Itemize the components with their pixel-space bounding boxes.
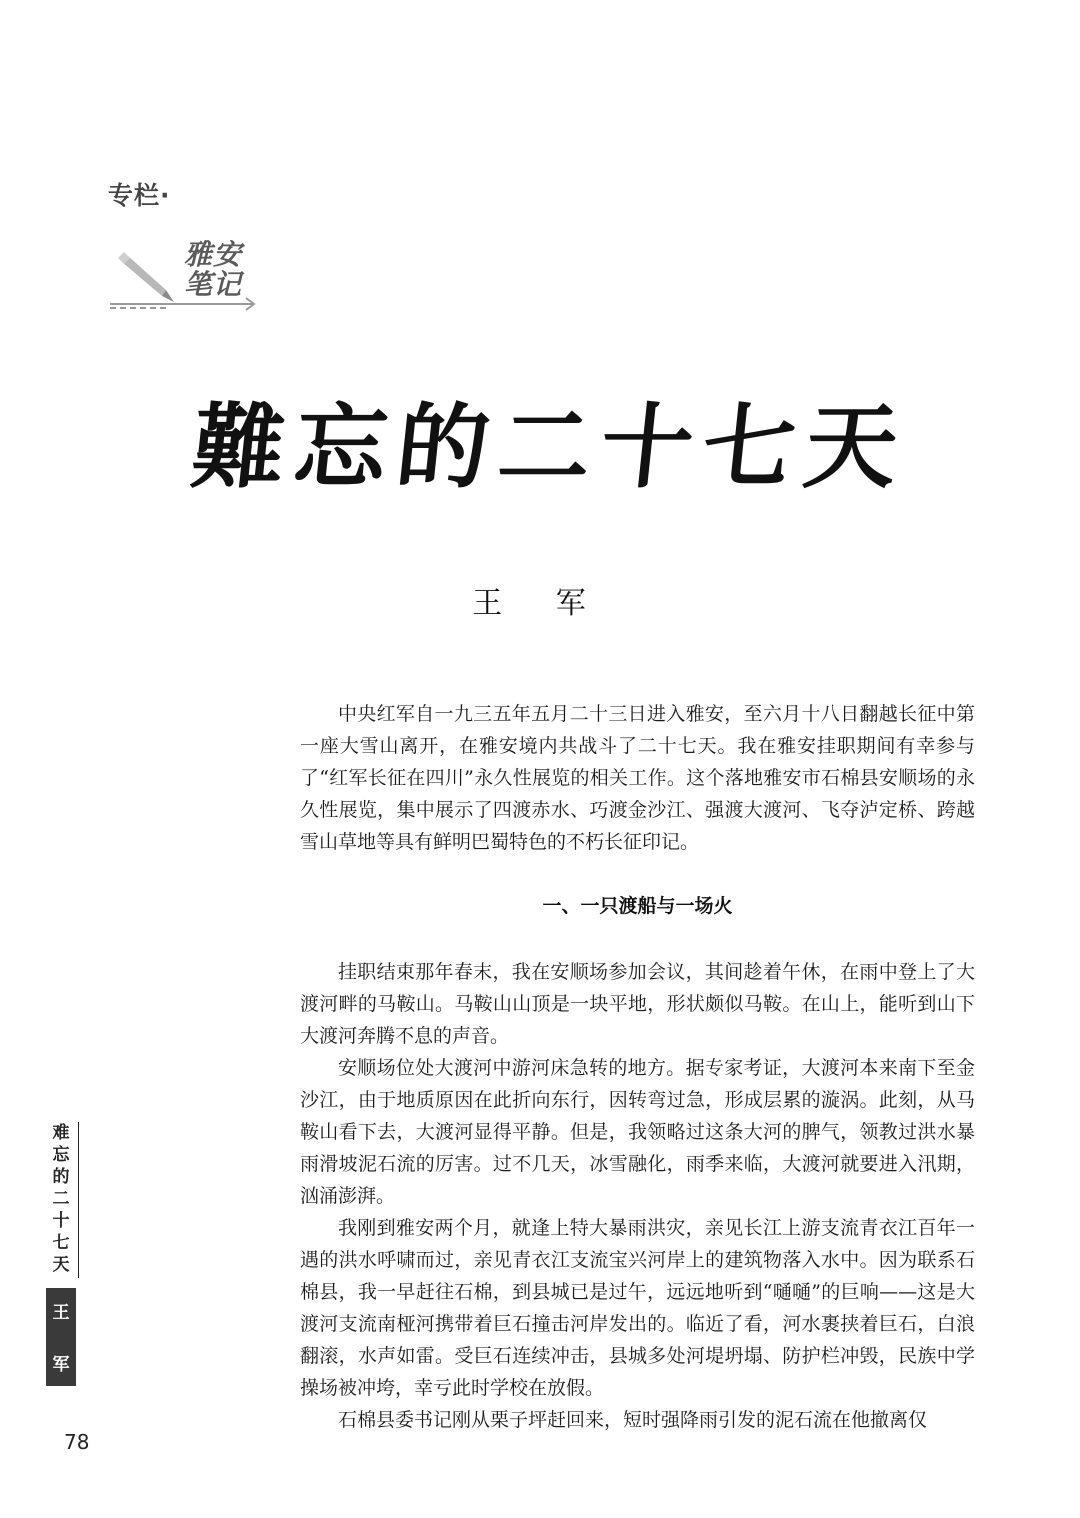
article-title: 難忘的二十七天 (187, 393, 913, 501)
logo-text-line1: 雅安 (184, 238, 243, 271)
running-author-char: 军 (52, 1355, 70, 1375)
running-author (46, 1288, 76, 1386)
page-number: 78 (64, 1430, 90, 1454)
article-author: 王 军 (472, 586, 608, 621)
running-author-char: 王 (52, 1303, 70, 1323)
section-heading: 一、一只渡船与一场火 (542, 895, 733, 917)
running-title: 难忘的二十七天 (46, 1122, 79, 1278)
body-paragraph: 安顺场位处大渡河中游河床急转的地方。据专家考证，大渡河本来南下至金沙江，由于地质原因在此折向东行，因转弯过急，形成层累的漩涡。此刻，从马鞍山看下去，大渡河显得平静。但是，我领略过这条大河的脾气，领教过洪水暴雨滑坡泥石流的厉害。过不几天，冰雪融化，雨季来临，大渡河就要进入汛期，汹涌澎湃。 (300, 1057, 975, 1207)
body-paragraph: 挂职结束那年春末，我在安顺场参加会议，其间趁着午休，在雨中登上了大渡河畔的马鞍山。马鞍山山顶是一块平地，形状颇似马鞍。在山上，能听到山下大渡河奔腾不息的声音。 (300, 961, 975, 1047)
logo-text-line2: 笔记 (184, 268, 243, 301)
body-paragraph: 我刚到雅安两个月，就逢上特大暴雨洪灾，亲见长江上游支流青衣江百年一遇的洪水呼啸而过，亲见青衣江支流宝兴河岸上的建筑物落入水中。因为联系石棉县，我一早赶往石棉，到县城已是过午，远远地听到“嗵嗵”的巨响——这是大渡河支流南桠河携带着巨石撞击河岸发出的。临近了看，河水裹挟着巨石，白浪翻滚，水声如雷。受巨石连续冲击，县城多处河堤坍塌、防护栏冲毁，民族中学操场被冲垮，幸亏此时学校在放假。 (300, 1217, 975, 1399)
body-paragraph: 石棉县委书记刚从栗子坪赶回来，短时强降雨引发的泥石流在他撤离仅 (338, 1409, 928, 1431)
column-logo (108, 236, 258, 312)
column-label: 专栏· (108, 181, 171, 210)
article-body (300, 698, 975, 1436)
intro-paragraph: 中央红军自一九三五年五月二十三日进入雅安，至六月十八日翻越长征中第一座大雪山离开，在雅安境内共战斗了二十七天。我在雅安挂职期间有幸参与了“红军长征在四川”永久性展览的相关工作。这个落地雅安市石棉县安顺场的永久性展览，集中展示了四渡赤水、巧渡金沙江、强渡大渡河、飞夺泸定桥、跨越雪山草地等具有鲜明巴蜀特色的不朽长征印记。 (300, 703, 975, 853)
